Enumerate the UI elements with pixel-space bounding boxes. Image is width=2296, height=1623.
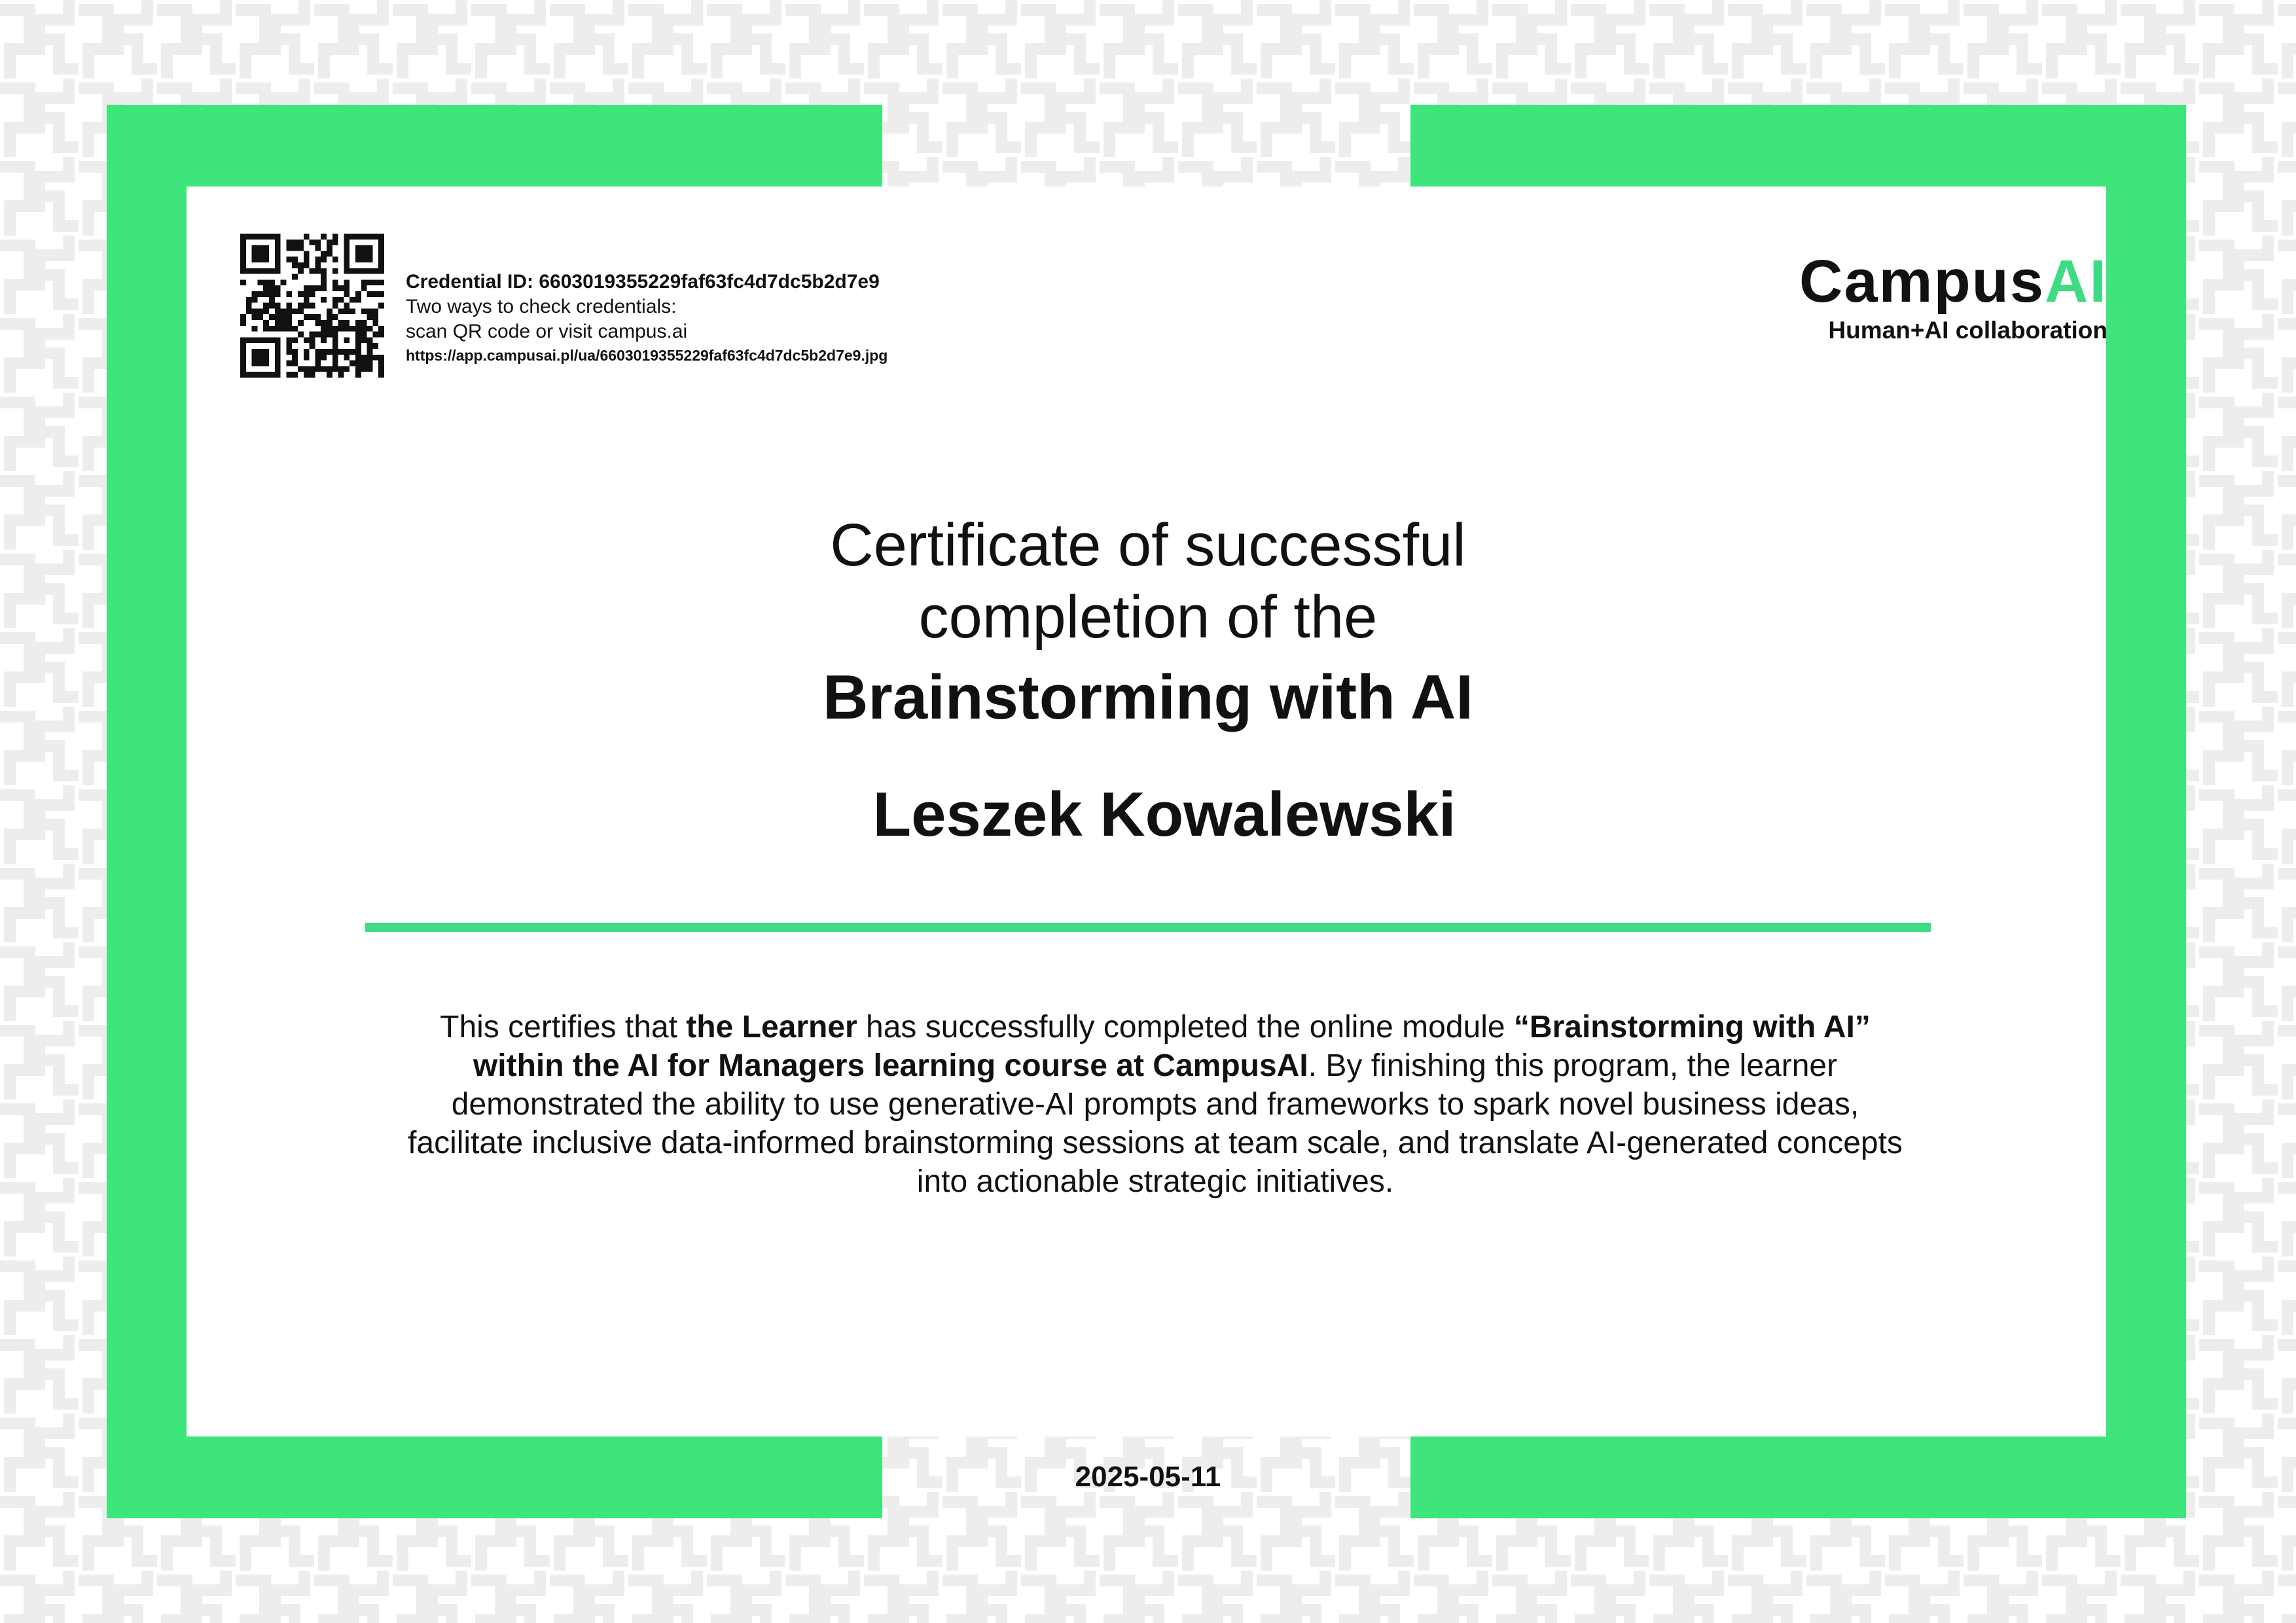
frame-bottom-left bbox=[107, 1436, 882, 1518]
certificate-title bbox=[493, 509, 1803, 737]
certificate-body: This certifies that the Learner has successfully completed the online module “Brainstorming with AI” within the AI for Managers learning course at CampusAI. By finishing this program, the learner demonstrated the ability to use generative-AI prompts and frameworks to spark novel business ideas, facilitate inclusive data-informed brainstorming sessions at team scale, and translate AI-generated concepts into actionable strategic initiatives. bbox=[408, 1010, 1903, 1199]
learner-name: Leszek Kowalewski bbox=[872, 779, 1456, 849]
credential-check-line2: scan QR code or visit campus.ai bbox=[406, 321, 688, 342]
frame-bottom-right bbox=[1410, 1436, 2186, 1518]
title-line-2: completion of the bbox=[918, 584, 1378, 651]
credential-id: Credential ID: 6603019355229faf63fc4d7dc5b2d7e9 bbox=[406, 271, 880, 293]
campusai-logo: CampusAI bbox=[1799, 248, 2108, 315]
brand bbox=[1715, 249, 2108, 344]
brand-tagline: Human+AI collaboration bbox=[1828, 317, 2108, 344]
divider bbox=[365, 923, 1931, 932]
course-name: Brainstorming with AI bbox=[823, 662, 1473, 732]
frame-left bbox=[107, 105, 187, 1518]
credential-check-line1: Two ways to check credentials: bbox=[406, 296, 677, 317]
frame-right bbox=[2106, 105, 2186, 1518]
issue-date: 2025-05-11 bbox=[1075, 1461, 1221, 1493]
qr-code[interactable] bbox=[240, 234, 384, 378]
frame-top-left bbox=[107, 105, 882, 187]
credential-url[interactable]: https://app.campusai.pl/ua/6603019355229faf63fc4d7dc5b2d7e9.jpg bbox=[406, 347, 888, 364]
frame-top-right bbox=[1410, 105, 2186, 187]
credential-info bbox=[406, 270, 888, 366]
title-line-1: Certificate of successful bbox=[830, 512, 1466, 579]
